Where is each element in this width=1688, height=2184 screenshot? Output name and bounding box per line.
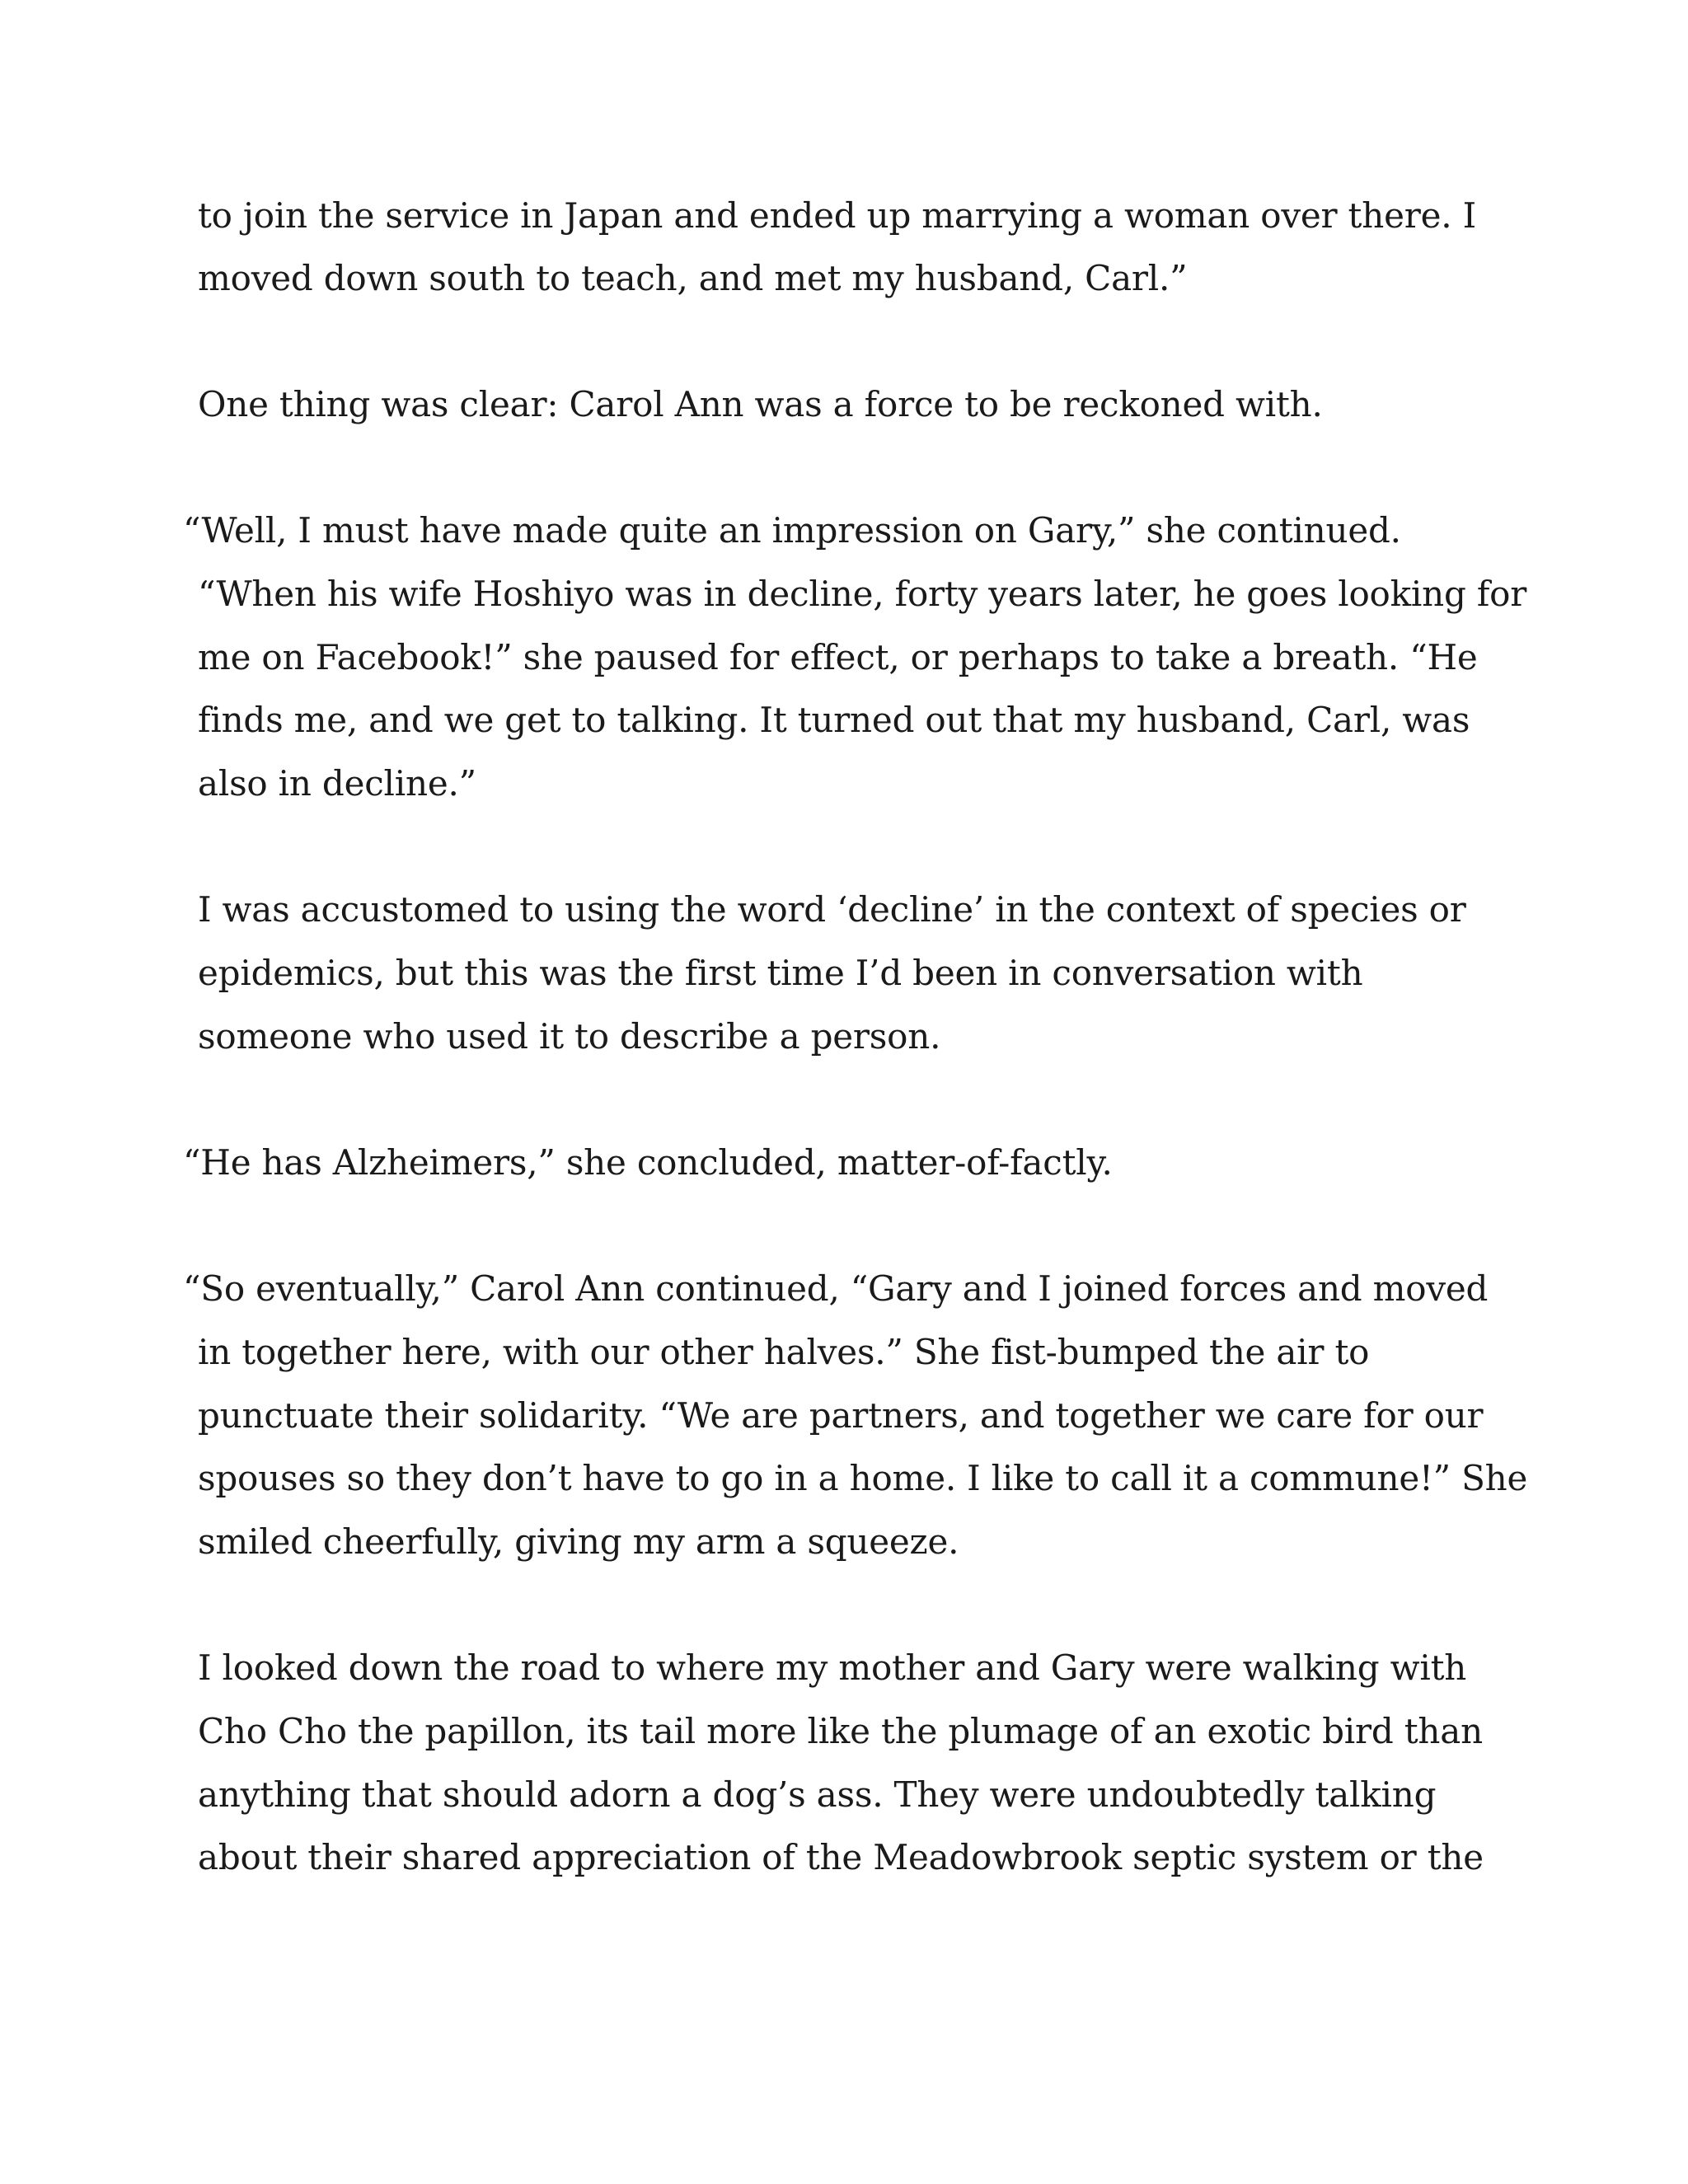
text-line: I was accustomed to using the word ‘decline’ in the context of species or xyxy=(198,889,1466,930)
text-line: epidemics, but this was the first time I’d been in conversation with xyxy=(198,953,1363,993)
text-line: about their shared appreciation of the Meadowbrook septic system or the xyxy=(198,1837,1484,1877)
text-line: Cho Cho the papillon, its tail more like the plumage of an exotic bird than xyxy=(198,1711,1483,1751)
text-line: “Well, I must have made quite an impression on Gary,” she continued. xyxy=(183,510,1401,551)
text-line: also in decline.” xyxy=(198,763,476,804)
text-line: anything that should adorn a dog’s ass. They were undoubtedly talking xyxy=(198,1774,1437,1815)
text-line: me on Facebook!” she paused for effect, or perhaps to take a breath. “He xyxy=(198,637,1478,677)
text-line: “When his wife Hoshiyo was in decline, forty years later, he goes looking for xyxy=(198,574,1527,614)
text-line: punctuate their solidarity. “We are partners, and together we care for our xyxy=(198,1395,1484,1436)
text-line: to join the service in Japan and ended up marrying a woman over there. I xyxy=(198,195,1476,236)
text-line: I looked down the road to where my mother and Gary were walking with xyxy=(198,1647,1467,1688)
text-line: “So eventually,” Carol Ann continued, “Gary and I joined forces and moved xyxy=(183,1268,1489,1309)
text-line: moved down south to teach, and met my husband, Carl.” xyxy=(198,258,1188,298)
text-line: smiled cheerfully, giving my arm a squeeze. xyxy=(198,1521,959,1562)
text-line: One thing was clear: Carol Ann was a force to be reckoned with. xyxy=(198,384,1323,424)
text-line: finds me, and we get to talking. It turned out that my husband, Carl, was xyxy=(198,700,1470,740)
text-line: in together here, with our other halves.” She fist-bumped the air to xyxy=(198,1332,1370,1372)
text-line: “He has Alzheimers,” she concluded, matter-of-factly. xyxy=(183,1142,1113,1183)
text-line: spouses so they don’t have to go in a home. I like to call it a commune!” She xyxy=(198,1458,1528,1498)
text-line: someone who used it to describe a person. xyxy=(198,1016,941,1057)
